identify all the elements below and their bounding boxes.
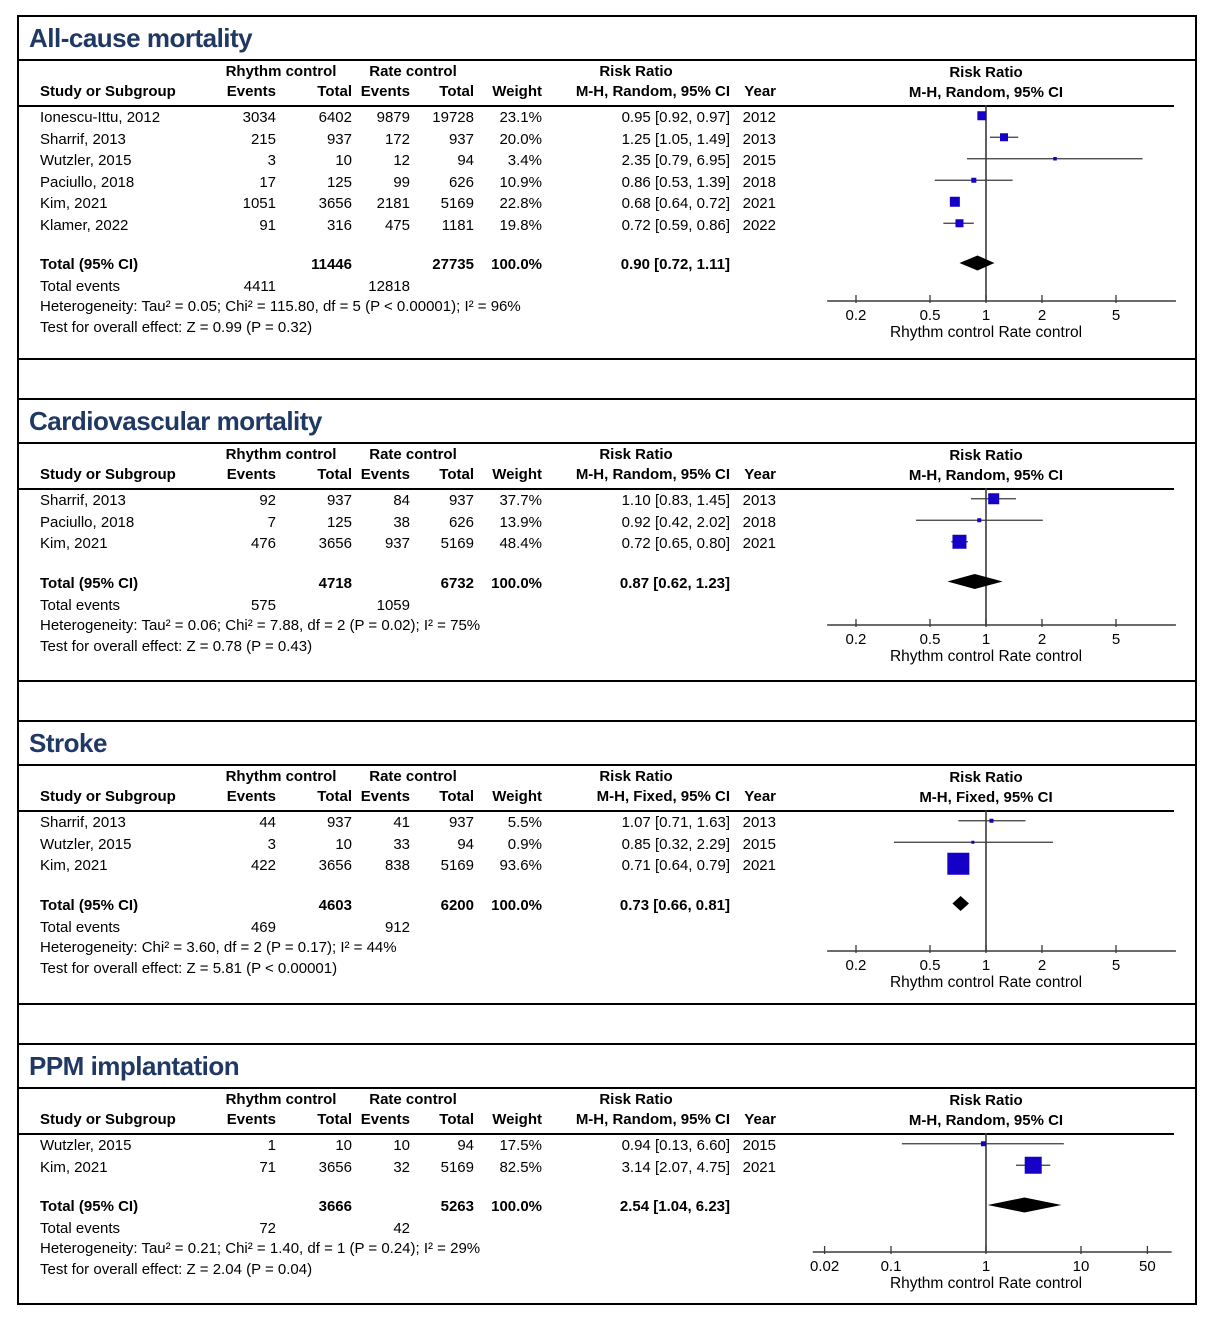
total-weight: 100.0% <box>491 256 542 273</box>
axis-tick-label: 0.02 <box>809 1258 840 1275</box>
total-events-1: 4411 <box>243 278 276 295</box>
axis-footer-label: Rhythm control Rate control <box>889 648 1083 665</box>
total-weight: 100.0% <box>491 896 542 914</box>
cell-study: Paciullo, 2018 <box>40 513 135 531</box>
events2-col-header: Events <box>360 83 410 100</box>
plot-risk-ratio-header: Risk Ratio <box>949 64 1023 81</box>
cell-events1: 71 <box>259 1158 276 1176</box>
cell-year: 2022 <box>742 216 776 234</box>
summary-diamond <box>988 1198 1062 1213</box>
weight-col-header: Weight <box>492 466 542 483</box>
panel-all-cause-mortality <box>19 17 1195 360</box>
panel-stroke <box>19 722 1195 1005</box>
study-marker <box>1053 157 1057 161</box>
forest-plot <box>776 61 1195 358</box>
cell-events1: 3 <box>267 152 276 169</box>
plot-effect-header: M-H, Fixed, 95% CI <box>919 789 1053 806</box>
cell-events2: 84 <box>393 492 410 509</box>
total-weight: 100.0% <box>491 574 542 592</box>
effect-col-header: M-H, Random, 95% CI <box>575 83 730 100</box>
axis-tick-label: 1 <box>981 957 991 974</box>
cell-weight: 48.4% <box>499 535 542 552</box>
total-events-1: 72 <box>259 1220 276 1237</box>
plot-effect-header: M-H, Random, 95% CI <box>908 467 1064 484</box>
cell-study: Wutzler, 2015 <box>40 152 132 169</box>
cell-year: 2015 <box>742 152 776 169</box>
cell-events1: 422 <box>250 857 276 874</box>
events1-col-header: Events <box>226 788 276 805</box>
events1-col-header: Events <box>226 1111 276 1128</box>
risk-ratio-header: Risk Ratio <box>599 768 673 785</box>
cell-study: Kim, 2021 <box>40 535 108 552</box>
total-events-label: Total events <box>40 918 121 936</box>
section-spacer <box>19 1005 1195 1045</box>
total-events-label: Total events <box>40 278 121 295</box>
total-n1: 4718 <box>318 574 352 592</box>
study-marker <box>988 493 999 504</box>
study-marker <box>1025 1157 1042 1174</box>
panel-title: Cardiovascular mortality <box>19 400 1195 444</box>
total-events-1: 575 <box>250 596 276 614</box>
cell-weight: 37.7% <box>499 492 542 509</box>
events2-col-header: Events <box>360 1111 410 1128</box>
summary-diamond <box>947 574 1002 589</box>
total-n2: 6200 <box>440 896 474 914</box>
study-col-header: Study or Subgroup <box>40 1111 176 1128</box>
cell-events1: 91 <box>259 216 276 234</box>
total-label: Total (95% CI) <box>40 574 139 592</box>
total-events-label: Total events <box>40 1220 121 1237</box>
cell-weight: 93.6% <box>499 857 542 874</box>
cell-estimate: 1.07 [0.71, 1.63] <box>621 814 730 831</box>
study-marker <box>971 178 976 183</box>
study-marker <box>971 841 974 844</box>
axis-tick-label: 0.2 <box>845 307 867 324</box>
cell-estimate: 3.14 [2.07, 4.75] <box>621 1158 730 1176</box>
cell-year: 2015 <box>742 835 776 853</box>
study-marker <box>952 535 966 549</box>
total-events-2: 42 <box>393 1220 410 1237</box>
year-col-header: Year <box>744 466 776 483</box>
overall-test-text: Test for overall effect: Z = 0.99 (P = 0.32) <box>40 319 313 336</box>
events2-col-header: Events <box>360 466 410 483</box>
axis-tick-label: 1 <box>981 631 991 648</box>
cell-year: 2013 <box>742 492 776 509</box>
panel-title: Stroke <box>19 722 1195 766</box>
figure-frame <box>17 15 1197 1305</box>
cell-events2: 838 <box>384 857 410 874</box>
plot-effect-header: M-H, Random, 95% CI <box>908 84 1064 101</box>
cell-weight: 10.9% <box>499 173 542 191</box>
group1-header: Rhythm control <box>225 63 337 80</box>
study-col-header: Study or Subgroup <box>40 788 176 805</box>
cell-events1: 215 <box>250 130 276 148</box>
year-col-header: Year <box>744 788 776 805</box>
cell-events2: 41 <box>393 814 410 831</box>
cell-estimate: 0.71 [0.64, 0.79] <box>621 857 730 874</box>
forest-plot <box>776 766 1195 1003</box>
total-label: Total (95% CI) <box>40 1198 139 1215</box>
total-estimate: 2.54 [1.04, 6.23] <box>619 1198 730 1215</box>
axis-tick-label: 50 <box>1139 1258 1156 1275</box>
cell-events2: 99 <box>393 173 410 191</box>
year-col-header: Year <box>744 1111 776 1128</box>
cell-weight: 5.5% <box>507 814 542 831</box>
study-marker <box>977 518 981 522</box>
study-marker <box>950 197 960 207</box>
risk-ratio-header: Risk Ratio <box>599 63 673 80</box>
total-events-2: 12818 <box>368 278 410 295</box>
heterogeneity-text: Heterogeneity: Chi² = 3.60, df = 2 (P = 0.17); I² = 44% <box>40 938 397 956</box>
cell-study: Sharrif, 2013 <box>40 130 126 148</box>
cell-total1: 3656 <box>318 857 352 874</box>
axis-footer-label: Rhythm control Rate control <box>889 1275 1083 1292</box>
forest-plot <box>776 1089 1195 1303</box>
cell-events2: 9879 <box>376 109 410 126</box>
effect-col-header: M-H, Random, 95% CI <box>575 466 730 483</box>
cell-total2: 94 <box>457 152 474 169</box>
cell-estimate: 0.92 [0.42, 2.02] <box>621 513 730 531</box>
total-estimate: 0.87 [0.62, 1.23] <box>619 574 730 592</box>
cell-year: 2013 <box>742 814 776 831</box>
section-spacer <box>19 682 1195 722</box>
study-col-header: Study or Subgroup <box>40 83 176 100</box>
cell-year: 2012 <box>742 109 776 126</box>
cell-events2: 38 <box>393 513 410 531</box>
group1-header: Rhythm control <box>225 446 337 463</box>
total-n1: 11446 <box>311 256 352 273</box>
cell-total1: 3656 <box>318 1158 352 1176</box>
cell-total1: 937 <box>326 814 352 831</box>
risk-ratio-header: Risk Ratio <box>599 1091 673 1108</box>
overall-test-text: Test for overall effect: Z = 2.04 (P = 0.04) <box>40 1261 313 1278</box>
events2-col-header: Events <box>360 788 410 805</box>
total1-col-header: Total <box>317 1111 352 1128</box>
panel-cardiovascular-mortality <box>19 400 1195 682</box>
total-label: Total (95% CI) <box>40 256 139 273</box>
total-events-1: 469 <box>250 918 276 936</box>
cell-year: 2018 <box>742 513 776 531</box>
total2-col-header: Total <box>439 83 474 100</box>
heterogeneity-text: Heterogeneity: Tau² = 0.06; Chi² = 7.88, df = 2 (P = 0.02); I² = 75% <box>40 616 481 634</box>
cell-study: Kim, 2021 <box>40 1158 108 1176</box>
axis-tick-label: 5 <box>1111 307 1121 324</box>
cell-total2: 19728 <box>432 109 474 126</box>
cell-total2: 5169 <box>440 535 474 552</box>
cell-weight: 23.1% <box>499 109 542 126</box>
total-label: Total (95% CI) <box>40 896 139 914</box>
cell-estimate: 2.35 [0.79, 6.95] <box>621 152 730 169</box>
risk-ratio-header: Risk Ratio <box>599 446 673 463</box>
cell-total2: 5169 <box>440 195 474 212</box>
cell-total1: 316 <box>326 216 352 234</box>
total-n1: 3666 <box>318 1198 352 1215</box>
study-marker <box>981 1141 986 1146</box>
axis-tick-label: 5 <box>1111 957 1121 974</box>
total-n2: 5263 <box>440 1198 474 1215</box>
cell-events1: 7 <box>267 513 276 531</box>
axis-tick-label: 2 <box>1037 307 1047 324</box>
total2-col-header: Total <box>439 1111 474 1128</box>
summary-diamond <box>952 896 969 911</box>
weight-col-header: Weight <box>492 1111 542 1128</box>
group2-header: Rate control <box>369 768 457 785</box>
plot-risk-ratio-header: Risk Ratio <box>949 769 1023 786</box>
cell-total1: 937 <box>326 492 352 509</box>
cell-total2: 5169 <box>440 857 474 874</box>
cell-study: Paciullo, 2018 <box>40 173 135 191</box>
cell-total1: 10 <box>335 152 352 169</box>
cell-events2: 475 <box>384 216 410 234</box>
axis-tick-label: 2 <box>1037 957 1047 974</box>
plot-effect-header: M-H, Random, 95% CI <box>908 1112 1064 1129</box>
study-col-header: Study or Subgroup <box>40 466 176 483</box>
cell-total2: 937 <box>448 492 474 509</box>
plot-risk-ratio-header: Risk Ratio <box>949 1092 1023 1109</box>
total2-col-header: Total <box>439 466 474 483</box>
cell-events1: 476 <box>250 535 276 552</box>
axis-footer-label: Rhythm control Rate control <box>889 974 1083 991</box>
cell-events2: 32 <box>393 1158 410 1176</box>
total2-col-header: Total <box>439 788 474 805</box>
cell-weight: 13.9% <box>499 513 542 531</box>
cell-total2: 937 <box>448 814 474 831</box>
group1-header: Rhythm control <box>225 1091 337 1108</box>
cell-year: 2021 <box>742 1158 776 1176</box>
cell-events2: 2181 <box>376 195 410 212</box>
cell-total1: 3656 <box>318 195 352 212</box>
cell-total2: 937 <box>448 130 474 148</box>
cell-total1: 937 <box>326 130 352 148</box>
cell-year: 2015 <box>742 1137 776 1154</box>
axis-tick-label: 0.5 <box>919 957 941 974</box>
cell-weight: 82.5% <box>499 1158 542 1176</box>
panel-content <box>19 1089 1195 1303</box>
forest-plot <box>776 444 1195 680</box>
axis-tick-label: 0.2 <box>845 957 867 974</box>
cell-estimate: 0.86 [0.53, 1.39] <box>621 173 730 191</box>
panel-content <box>19 444 1195 680</box>
study-marker <box>989 819 993 823</box>
axis-tick-label: 5 <box>1111 631 1121 648</box>
study-marker <box>947 853 969 875</box>
cell-year: 2018 <box>742 173 776 191</box>
cell-estimate: 0.95 [0.92, 0.97] <box>621 109 730 126</box>
cell-weight: 3.4% <box>507 152 542 169</box>
cell-events2: 10 <box>393 1137 410 1154</box>
effect-col-header: M-H, Random, 95% CI <box>575 1111 730 1128</box>
total-events-2: 912 <box>384 918 410 936</box>
cell-study: Wutzler, 2015 <box>40 835 132 853</box>
cell-study: Kim, 2021 <box>40 857 108 874</box>
total-n1: 4603 <box>318 896 352 914</box>
cell-study: Sharrif, 2013 <box>40 814 126 831</box>
group2-header: Rate control <box>369 63 457 80</box>
axis-footer-label: Rhythm control Rate control <box>889 324 1083 341</box>
cell-events1: 44 <box>259 814 276 831</box>
cell-year: 2021 <box>742 857 776 874</box>
panel-content <box>19 61 1195 358</box>
axis-tick-label: 1 <box>981 307 991 324</box>
axis-tick-label: 0.5 <box>919 631 941 648</box>
panel-title: PPM implantation <box>19 1045 1195 1089</box>
cell-events1: 1051 <box>242 195 276 212</box>
total1-col-header: Total <box>317 83 352 100</box>
cell-events2: 172 <box>384 130 410 148</box>
cell-study: Wutzler, 2015 <box>40 1137 132 1154</box>
cell-total2: 94 <box>457 1137 474 1154</box>
panel-ppm-implantation <box>19 1045 1195 1303</box>
events1-col-header: Events <box>226 83 276 100</box>
cell-weight: 17.5% <box>499 1137 542 1154</box>
axis-tick-label: 0.1 <box>880 1258 902 1275</box>
cell-total1: 10 <box>335 1137 352 1154</box>
total1-col-header: Total <box>317 466 352 483</box>
axis-tick-label: 0.2 <box>845 631 867 648</box>
overall-test-text: Test for overall effect: Z = 5.81 (P < 0.00001) <box>40 959 338 977</box>
axis-tick-label: 10 <box>1072 1258 1090 1275</box>
weight-col-header: Weight <box>492 788 542 805</box>
plot-risk-ratio-header: Risk Ratio <box>949 447 1023 464</box>
cell-total1: 6402 <box>318 109 352 126</box>
weight-col-header: Weight <box>492 83 542 100</box>
cell-total2: 626 <box>448 173 474 191</box>
group1-header: Rhythm control <box>225 768 337 785</box>
cell-events2: 937 <box>384 535 410 552</box>
cell-events1: 3034 <box>242 109 276 126</box>
year-col-header: Year <box>744 83 776 100</box>
cell-weight: 22.8% <box>499 195 542 212</box>
cell-total1: 3656 <box>318 535 352 552</box>
cell-estimate: 0.94 [0.13, 6.60] <box>621 1137 730 1154</box>
cell-estimate: 1.10 [0.83, 1.45] <box>621 492 730 509</box>
cell-estimate: 0.85 [0.32, 2.29] <box>621 835 730 853</box>
study-marker <box>1000 133 1008 141</box>
heterogeneity-text: Heterogeneity: Tau² = 0.05; Chi² = 115.80, df = 5 (P < 0.00001); I² = 96% <box>40 298 521 315</box>
axis-tick-label: 1 <box>981 1258 991 1275</box>
total-weight: 100.0% <box>491 1198 542 1215</box>
study-marker <box>955 219 963 227</box>
cell-study: Kim, 2021 <box>40 195 108 212</box>
cell-study: Sharrif, 2013 <box>40 492 126 509</box>
cell-year: 2021 <box>742 195 776 212</box>
cell-total2: 94 <box>457 835 474 853</box>
cell-total2: 626 <box>448 513 474 531</box>
panel-title: All-cause mortality <box>19 17 1195 61</box>
total1-col-header: Total <box>317 788 352 805</box>
cell-events2: 12 <box>393 152 410 169</box>
total-estimate: 0.90 [0.72, 1.11] <box>620 256 730 273</box>
cell-weight: 0.9% <box>507 835 542 853</box>
total-events-2: 1059 <box>376 596 410 614</box>
cell-study: Klamer, 2022 <box>40 216 129 234</box>
effect-col-header: M-H, Fixed, 95% CI <box>596 788 730 805</box>
cell-estimate: 0.72 [0.59, 0.86] <box>621 216 730 234</box>
axis-tick-label: 0.5 <box>919 307 941 324</box>
cell-events2: 33 <box>393 835 410 853</box>
cell-weight: 19.8% <box>499 216 542 234</box>
cell-total1: 125 <box>326 173 352 191</box>
cell-events1: 17 <box>259 173 276 191</box>
cell-estimate: 0.72 [0.65, 0.80] <box>621 535 730 552</box>
cell-total1: 10 <box>335 835 352 853</box>
group2-header: Rate control <box>369 1091 457 1108</box>
cell-total2: 1181 <box>441 216 474 234</box>
cell-estimate: 1.25 [1.05, 1.49] <box>621 130 730 148</box>
cell-weight: 20.0% <box>499 130 542 148</box>
events1-col-header: Events <box>226 466 276 483</box>
total-n2: 6732 <box>440 574 474 592</box>
group2-header: Rate control <box>369 446 457 463</box>
cell-year: 2013 <box>742 130 776 148</box>
cell-estimate: 0.68 [0.64, 0.72] <box>621 195 730 212</box>
summary-diamond <box>959 256 994 271</box>
cell-total2: 5169 <box>440 1158 474 1176</box>
panel-content <box>19 766 1195 1003</box>
total-estimate: 0.73 [0.66, 0.81] <box>619 896 730 914</box>
cell-total1: 125 <box>326 513 352 531</box>
cell-year: 2021 <box>742 535 776 552</box>
total-n2: 27735 <box>432 256 474 273</box>
total-events-label: Total events <box>40 596 121 614</box>
overall-test-text: Test for overall effect: Z = 0.78 (P = 0.43) <box>40 637 313 655</box>
cell-events1: 92 <box>259 492 276 509</box>
section-spacer <box>19 360 1195 400</box>
study-marker <box>977 111 986 120</box>
heterogeneity-text: Heterogeneity: Tau² = 0.21; Chi² = 1.40, df = 1 (P = 0.24); I² = 29% <box>40 1240 481 1257</box>
cell-events1: 3 <box>267 835 276 853</box>
axis-tick-label: 2 <box>1037 631 1047 648</box>
cell-events1: 1 <box>267 1137 276 1154</box>
cell-study: Ionescu-Ittu, 2012 <box>40 109 161 126</box>
